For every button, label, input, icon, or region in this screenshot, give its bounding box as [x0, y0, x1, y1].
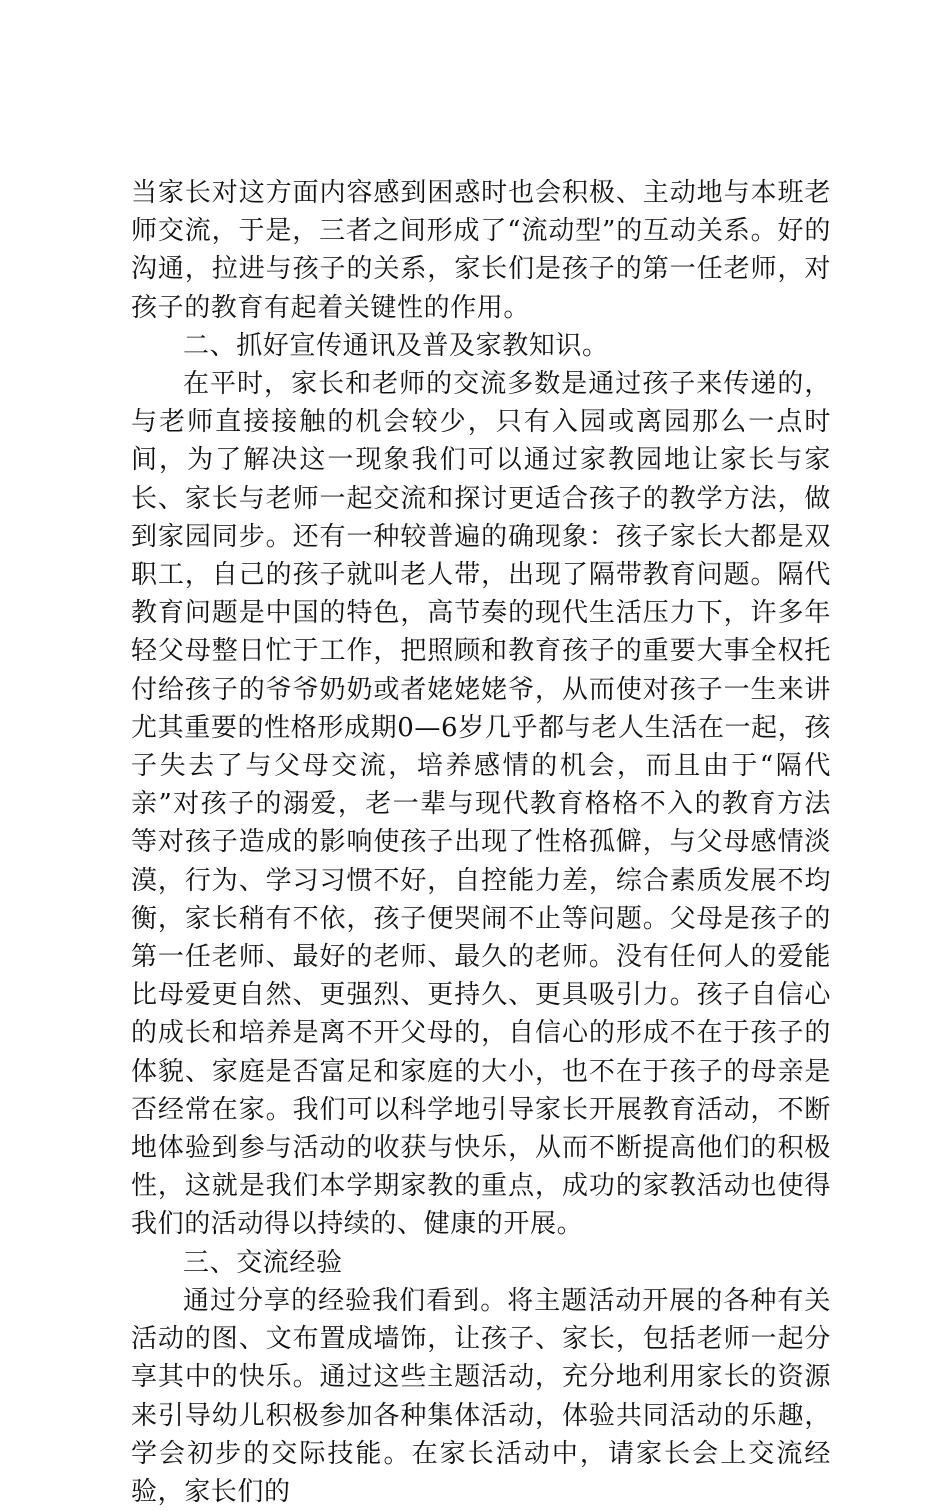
- paragraph-section-3: 通过分享的经验我们看到。将主题活动开展的各种有关活动的图、文布置成墙饰，让孩子、家长，包括老师一起分享其中的快乐。通过这些主题活动，充分地利用家长的资源来引导幼儿积极参加各种集体活动，体验共同活动的乐趣，学会初步的交际技能。在家长活动中，请家长会上交流经验，家长们的: [131, 1285, 831, 1507]
- section-heading-3: 三、交流经验: [183, 1247, 343, 1278]
- paragraph-section-2: 在平时，家长和老师的交流多数是通过孩子来传递的，与老师直接接触的机会较少，只有入园或离园那么一点时间，为了解决这一现象我们可以通过家教园地让家长与家长、家长与老师一起交流和探讨更适合孩子的教学方法，做到家园同步。还有一种较普遍的确现象：孩子家长大都是双职工，自己的孩子就叫老人带，出现了隔带教育问题。隔代教育问题是中国的特色，高节奏的现代生活压力下，许多年轻父母整日忙于工作，把照顾和教育孩子的重要大事全权托付给孩子的爷爷奶奶或者姥姥姥爷，从而使对孩子一生来讲尤其重要的性格形成期0—6岁几乎都与老人生活在一起，孩子失去了与父母交流，培养感情的机会，而且由于“隔代亲”对孩子的溺爱，老一辈与现代教育格格不入的教育方法等对孩子造成的影响使孩子出现了性格孤僻，与父母感情淡漠，行为、学习习惯不好，自控能力差，综合素质发展不均衡，家长稍有不依，孩子便哭闹不止等问题。父母是孩子的第一任老师、最好的老师、最久的老师。没有任何人的爱能比母爱更自然、更强烈、更持久、更具吸引力。孩子自信心的成长和培养是离不开父母的，自信心的形成不在于孩子的体貌、家庭是否富足和家庭的大小，也不在于孩子的母亲是否经常在家。我们可以科学地引导家长开展教育活动，不断地体验到参与活动的收获与快乐，从而不断提高他们的积极性，这就是我们本学期家教的重点，成功的家教活动也使得我们的活动得以持续的、健康的开展。: [131, 369, 831, 1240]
- paragraph-continued: 当家长对这方面内容感到困惑时也会积极、主动地与本班老师交流，于是，三者之间形成了“流动型”的互动关系。好的沟通，拉进与孩子的关系，家长们是孩子的第一任老师，对孩子的教育有起着关键性的作用。: [131, 178, 831, 323]
- document-body: [131, 174, 831, 1511]
- section-heading-2: 二、抓好宣传通讯及普及家教知识。: [183, 330, 609, 361]
